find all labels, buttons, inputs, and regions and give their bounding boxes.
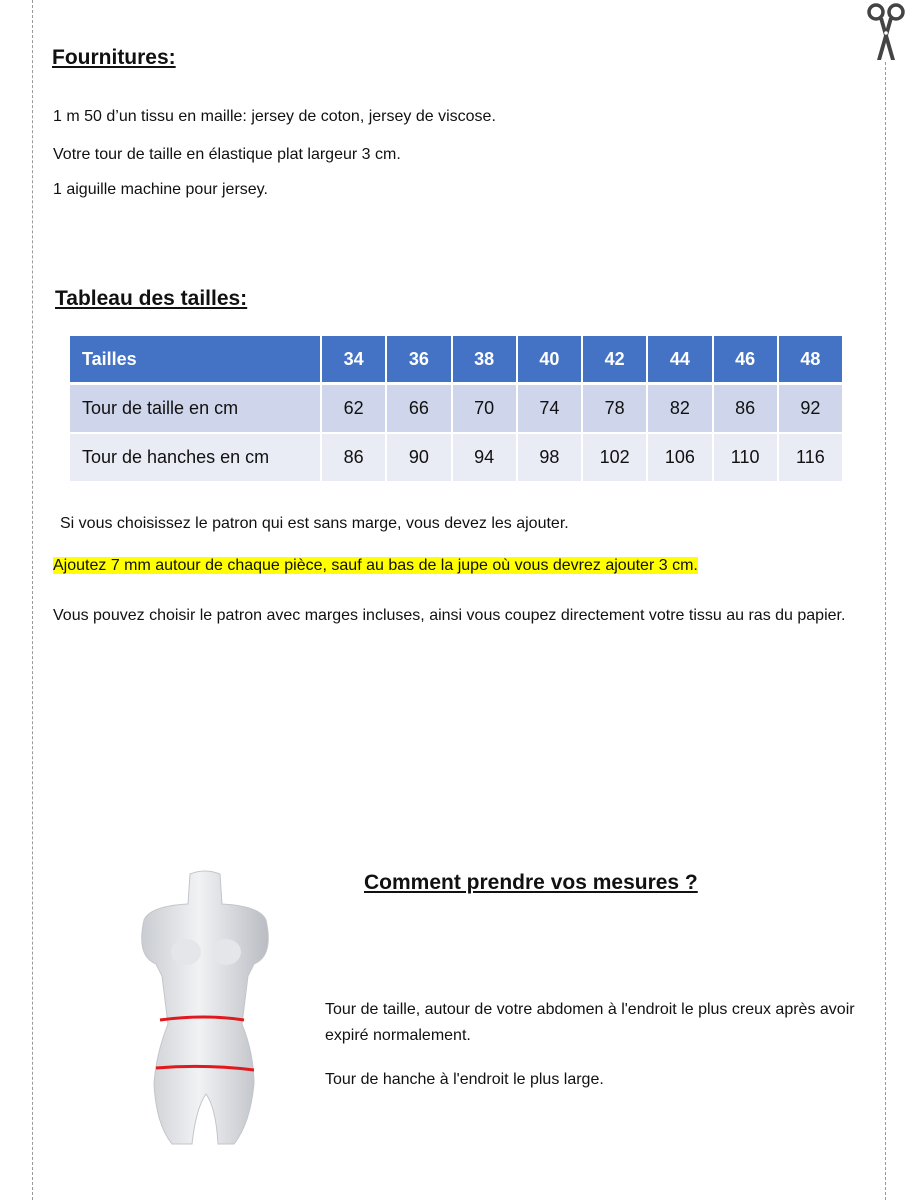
size-header-cell: 40 xyxy=(518,336,581,385)
size-header-cell: 36 xyxy=(387,336,450,385)
table-cell: 110 xyxy=(714,434,777,483)
size-header-cell: 48 xyxy=(779,336,842,385)
size-header-label: Tailles xyxy=(70,336,320,385)
measures-title: Comment prendre vos mesures ? xyxy=(364,871,698,894)
table-cell: 78 xyxy=(583,385,646,434)
waist-instruction: Tour de taille, autour de votre abdomen à l'endroit le plus creux après avoir expiré normalement. xyxy=(325,1001,855,1044)
size-header-cell: 38 xyxy=(453,336,516,385)
supplies-line-fabric: 1 m 50 d’un tissu en maille: jersey de coton, jersey de viscose. xyxy=(53,108,496,125)
hip-instruction: Tour de hanche à l'endroit le plus large. xyxy=(325,1071,604,1088)
table-cell: 86 xyxy=(322,434,385,483)
mannequin-illustration xyxy=(130,868,280,1150)
size-header-cell: 44 xyxy=(648,336,711,385)
table-cell: 90 xyxy=(387,434,450,483)
table-cell: 82 xyxy=(648,385,711,434)
cut-line-left xyxy=(32,0,33,1200)
supplies-line-needle: 1 aiguille machine pour jersey. xyxy=(53,181,268,198)
table-cell: 106 xyxy=(648,434,711,483)
size-table-title: Tableau des tailles: xyxy=(55,287,248,310)
size-table-header-row xyxy=(70,336,842,385)
cut-line-right xyxy=(885,62,886,1200)
table-cell: 94 xyxy=(453,434,516,483)
table-cell: 62 xyxy=(322,385,385,434)
seam-allowance-note: Si vous choisissez le patron qui est sans marge, vous devez les ajouter. xyxy=(60,515,569,532)
margins-included-note: Vous pouvez choisir le patron avec marges incluses, ainsi vous coupez directement votre tissu au ras du papier. xyxy=(53,607,846,624)
row-label-hips: Tour de hanches en cm xyxy=(70,434,320,483)
supplies-title: Fournitures: xyxy=(52,46,176,69)
table-cell: 98 xyxy=(518,434,581,483)
table-row xyxy=(70,385,842,434)
size-table xyxy=(68,336,844,483)
table-cell: 116 xyxy=(779,434,842,483)
highlight-text: Ajoutez 7 mm autour de chaque pièce, sauf au bas de la jupe où vous devrez ajouter 3 cm. xyxy=(53,557,698,574)
supplies-line-elastic: Votre tour de taille en élastique plat largeur 3 cm. xyxy=(53,146,401,163)
size-header-cell: 42 xyxy=(583,336,646,385)
size-header-cell: 34 xyxy=(322,336,385,385)
table-cell: 86 xyxy=(714,385,777,434)
table-cell: 102 xyxy=(583,434,646,483)
scissors-icon xyxy=(864,0,908,64)
table-cell: 66 xyxy=(387,385,450,434)
table-cell: 92 xyxy=(779,385,842,434)
table-cell: 74 xyxy=(518,385,581,434)
row-label-waist: Tour de taille en cm xyxy=(70,385,320,434)
table-cell: 70 xyxy=(453,385,516,434)
size-header-cell: 46 xyxy=(714,336,777,385)
table-row xyxy=(70,434,842,483)
highlight-note xyxy=(53,556,698,576)
